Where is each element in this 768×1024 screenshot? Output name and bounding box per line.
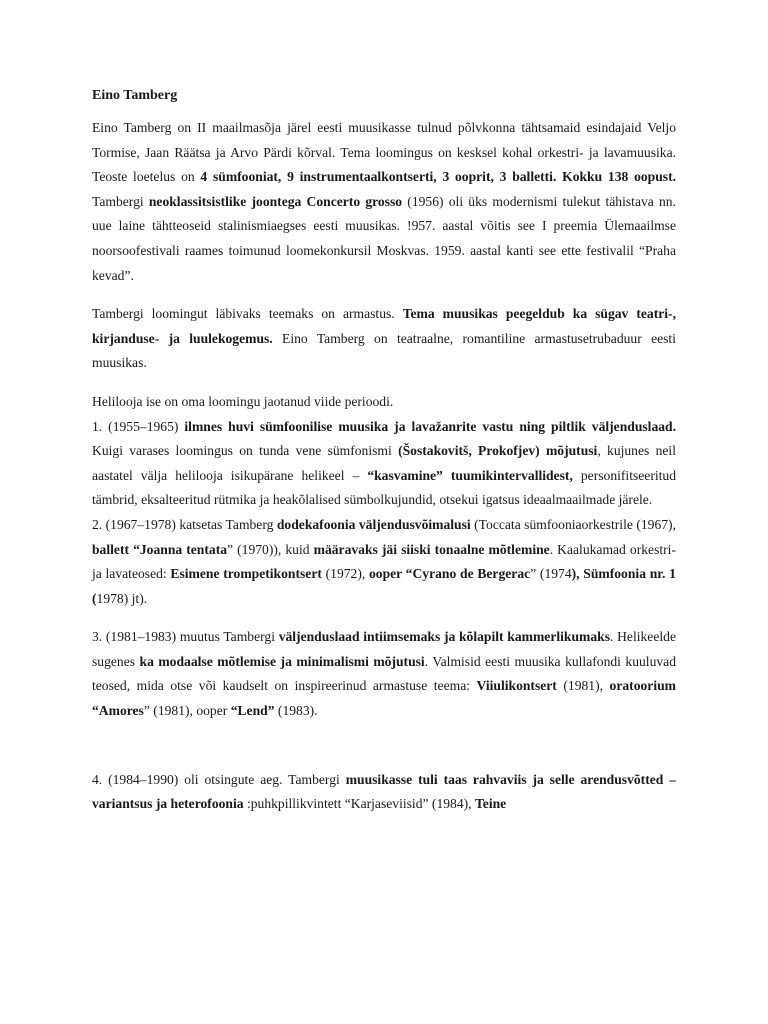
bold-text-run: “kasvamine” tuumikintervallidest, [367, 467, 573, 483]
bold-text-run: Teine [474, 796, 507, 812]
text-run: Kuigi varases loomingus on tunda vene sümfonismi [92, 443, 399, 459]
bold-text-run: (Šostakovitš, Prokofjev) mõjutusi [398, 443, 598, 459]
text-run: (1981), [556, 678, 610, 694]
document-title: Eino Tamberg [92, 88, 178, 103]
bold-text-run: väljenduslaad intiimsemaks ja kõlapilt kammerlikumaks [278, 629, 610, 645]
text-run: . Kaalukamad orkestri- ja lavateosed: [92, 541, 676, 582]
bold-text-run: Esimene trompetikontsert [170, 566, 322, 582]
text-run: Eino Tamberg on teatraalne, romantiline armastusetrubaduur eesti muusikas. [92, 330, 676, 371]
text-run: (1956) oli üks modernismi tulekut tähistava nn. uue laine tähtteoseid stalinismiaegses eesti muusikas. !957. aastal võitis see I preemia Ülemaailmse noorsoofestivali raames toimunud loomekonkursil Moskvas. 1959. aastal kanti see ette festivalil “Praha kevad”. [92, 193, 677, 283]
text-run: (1972), [321, 566, 369, 582]
bold-text-run: “Lend” [230, 703, 275, 719]
paragraph-period-1 [92, 415, 676, 513]
bold-text-run: 4 sümfooniat, 9 instrumentaalkontserti, 3 ooprit, 3 balletti. Kokku 138 oopust. [200, 169, 676, 185]
text-run: ” (1974 [530, 566, 572, 582]
document-page [92, 84, 676, 817]
paragraph-periods-intro [92, 390, 676, 415]
text-run: personifitseeritud tämbrid, eksalteeritud rütmika ja heakõlalised sümbolkujundid, otsekui igatsus ideaalmaailmade järele. [92, 467, 677, 508]
bold-text-run: määravaks jäi siiski tonaalne mõtlemine [313, 541, 550, 557]
paragraph-period-3 [92, 625, 676, 723]
text-run: 2. (1967–1978) katsetas Tamberg [92, 516, 277, 532]
bold-text-run: Tema muusikas peegeldub ka sügav teatri-, kirjanduse- ja luulekogemus. [92, 306, 676, 346]
text-run: (1983). [274, 703, 318, 719]
text-run: Tambergi loomingut läbivaks teemaks on armastus. [92, 306, 403, 322]
bold-text-run: ooper “Cyrano de Bergerac [368, 566, 531, 582]
bold-text-run: neoklassitsistlike joontega Concerto grosso [148, 193, 403, 209]
bold-text-run: ka modaalse mõtlemise ja minimalismi mõjutusi [139, 653, 425, 669]
text-run: 4. (1984–1990) oli otsingute aeg. Tambergi [92, 771, 346, 787]
paragraph-period-4 [92, 768, 676, 817]
paragraph-intro [92, 116, 676, 288]
bold-text-run: ), Sümfoonia nr. 1 ( [92, 566, 676, 606]
paragraph-theme [92, 302, 676, 376]
text-run: . Valmisid eesti muusika kullafondi kuuluvad teosed, mida otse või kaudselt on inspireerinud armastuse teema: [92, 653, 677, 694]
bold-text-run: ilmnes huvi sümfoonilise muusika ja lavažanrite vastu ning piltlik väljenduslaad. [184, 418, 677, 434]
text-run: 1. (1955–1965) [92, 418, 185, 434]
text-run: (Toccata sümfooniaorkestrile (1967), [470, 516, 676, 532]
bold-text-run: oratoorium “Amores [92, 678, 676, 719]
bold-text-run: ballett “Joanna tentata [92, 541, 228, 557]
text-run: ” (1970)), kuid [227, 541, 314, 557]
text-run: Tambergi [92, 193, 149, 209]
text-run: . Helikeelde sugenes [92, 629, 676, 669]
text-run: :puhkpillikvintett “Karjaseviisid” (1984), [243, 796, 475, 812]
bold-text-run: Viiulikontsert [476, 678, 557, 694]
bold-text-run: muusikasse tuli taas rahvaviis ja selle arendusvõtted – variantsus ja heterofoonia [92, 771, 677, 812]
text-run: ” (1981), ooper [143, 703, 231, 719]
text-run: 3. (1981–1983) muutus Tambergi [92, 629, 279, 645]
text-run: Helilooja ise on oma loomingu jaotanud viide perioodi. [92, 393, 394, 409]
paragraph-period-2 [92, 513, 676, 611]
text-run: , kujunes neil aastatel välja helilooja isikupärane helikeel – [92, 443, 676, 483]
text-run: Eino Tamberg on II maailmasõja järel eesti muusikasse tulnud põlvkonna tähtsamaid esindajaid Veljo Tormise, Jaan Räätsa ja Arvo Pärdi kõrval. Tema loomingus on kesksel kohal orkestri- ja lavamuusika. Teoste loetelus on [92, 120, 676, 185]
text-run: 1978) jt). [96, 590, 148, 606]
bold-text-run: dodekafoonia väljendusvõimalusi [276, 516, 471, 532]
